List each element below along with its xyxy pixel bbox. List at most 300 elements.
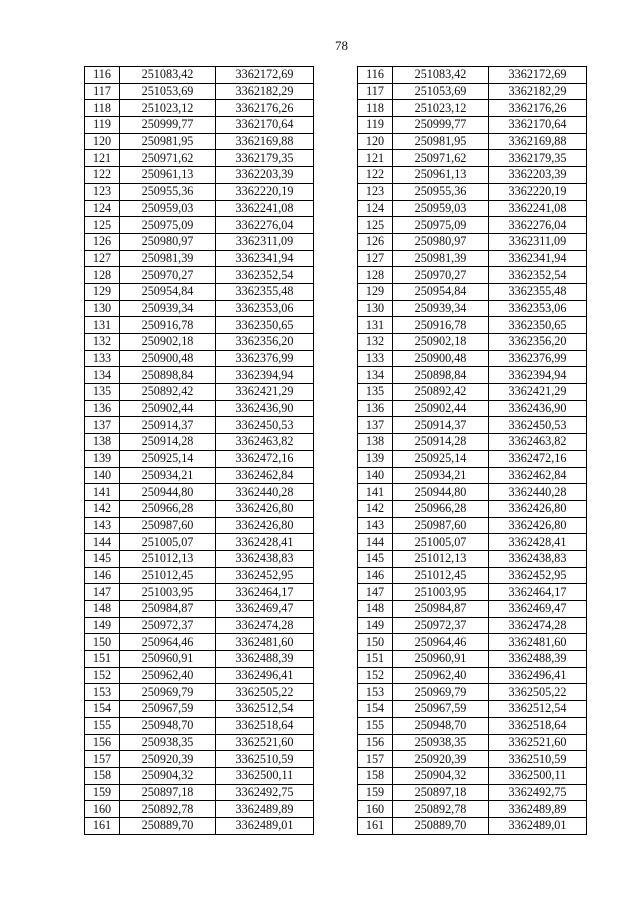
x-coordinate-cell: 251083,42 — [393, 67, 489, 84]
y-coordinate-cell: 3362450,53 — [489, 417, 587, 434]
point-number-cell: 122 — [85, 167, 120, 184]
x-coordinate-cell: 250889,70 — [393, 817, 489, 834]
table-row — [358, 334, 587, 351]
table-row — [358, 233, 587, 250]
x-coordinate-cell: 251012,45 — [393, 567, 489, 584]
y-coordinate-cell: 3362452,95 — [216, 567, 314, 584]
table-row — [85, 300, 314, 317]
point-number-cell: 126 — [85, 233, 120, 250]
y-coordinate-cell: 3362241,08 — [489, 200, 587, 217]
point-number-cell: 149 — [358, 617, 393, 634]
x-coordinate-cell: 250897,18 — [393, 784, 489, 801]
x-coordinate-cell: 250948,70 — [393, 717, 489, 734]
x-coordinate-cell: 251012,13 — [120, 550, 216, 567]
table-row — [358, 150, 587, 167]
x-coordinate-cell: 250954,84 — [393, 283, 489, 300]
table-row — [358, 250, 587, 267]
y-coordinate-cell: 3362170,64 — [489, 117, 587, 134]
y-coordinate-cell: 3362428,41 — [216, 534, 314, 551]
y-coordinate-cell: 3362464,17 — [216, 584, 314, 601]
x-coordinate-cell: 250967,59 — [120, 701, 216, 718]
x-coordinate-cell: 250892,78 — [393, 801, 489, 818]
table-row — [358, 651, 587, 668]
point-number-cell: 137 — [85, 417, 120, 434]
point-number-cell: 116 — [358, 67, 393, 84]
point-number-cell: 125 — [85, 217, 120, 234]
x-coordinate-cell: 250938,35 — [120, 734, 216, 751]
y-coordinate-cell: 3362352,54 — [216, 267, 314, 284]
y-coordinate-cell: 3362203,39 — [489, 167, 587, 184]
table-row — [358, 784, 587, 801]
table-row — [358, 317, 587, 334]
y-coordinate-cell: 3362463,82 — [216, 434, 314, 451]
y-coordinate-cell: 3362505,22 — [489, 684, 587, 701]
y-coordinate-cell: 3362353,06 — [216, 300, 314, 317]
point-number-cell: 125 — [358, 217, 393, 234]
y-coordinate-cell: 3362462,84 — [216, 467, 314, 484]
table-row — [358, 484, 587, 501]
table-row — [85, 100, 314, 117]
point-number-cell: 142 — [85, 500, 120, 517]
table-row — [85, 83, 314, 100]
y-coordinate-cell: 3362472,16 — [216, 450, 314, 467]
x-coordinate-cell: 250971,62 — [393, 150, 489, 167]
point-number-cell: 139 — [85, 450, 120, 467]
x-coordinate-cell: 251012,45 — [120, 567, 216, 584]
x-coordinate-cell: 251005,07 — [393, 534, 489, 551]
table-row — [358, 450, 587, 467]
y-coordinate-cell: 3362311,09 — [216, 233, 314, 250]
point-number-cell: 135 — [85, 384, 120, 401]
table-row — [358, 684, 587, 701]
point-number-cell: 139 — [358, 450, 393, 467]
x-coordinate-cell: 250902,18 — [393, 334, 489, 351]
x-coordinate-cell: 250967,59 — [393, 701, 489, 718]
table-row — [358, 717, 587, 734]
x-coordinate-cell: 250955,36 — [393, 183, 489, 200]
y-coordinate-cell: 3362481,60 — [216, 634, 314, 651]
y-coordinate-cell: 3362394,94 — [489, 367, 587, 384]
table-row — [358, 801, 587, 818]
x-coordinate-cell: 250939,34 — [120, 300, 216, 317]
y-coordinate-cell: 3362521,60 — [489, 734, 587, 751]
point-number-cell: 156 — [358, 734, 393, 751]
point-number-cell: 153 — [85, 684, 120, 701]
table-row — [85, 334, 314, 351]
y-coordinate-cell: 3362521,60 — [216, 734, 314, 751]
x-coordinate-cell: 250892,42 — [393, 384, 489, 401]
x-coordinate-cell: 250966,28 — [393, 500, 489, 517]
table-row — [85, 500, 314, 517]
point-number-cell: 129 — [358, 283, 393, 300]
y-coordinate-cell: 3362426,80 — [216, 517, 314, 534]
point-number-cell: 117 — [85, 83, 120, 100]
x-coordinate-cell: 250960,91 — [120, 651, 216, 668]
x-coordinate-cell: 250981,95 — [120, 133, 216, 150]
x-coordinate-cell: 250900,48 — [393, 350, 489, 367]
x-coordinate-cell: 250975,09 — [393, 217, 489, 234]
x-coordinate-cell: 250960,91 — [393, 651, 489, 668]
table-row — [85, 167, 314, 184]
table-row — [358, 550, 587, 567]
point-number-cell: 144 — [358, 534, 393, 551]
x-coordinate-cell: 250902,18 — [120, 334, 216, 351]
x-coordinate-cell: 250969,79 — [393, 684, 489, 701]
x-coordinate-cell: 250984,87 — [120, 601, 216, 618]
point-number-cell: 152 — [85, 667, 120, 684]
point-number-cell: 152 — [358, 667, 393, 684]
y-coordinate-cell: 3362474,28 — [216, 617, 314, 634]
point-number-cell: 117 — [358, 83, 393, 100]
y-coordinate-cell: 3362426,80 — [489, 500, 587, 517]
x-coordinate-cell: 250966,28 — [120, 500, 216, 517]
x-coordinate-cell: 250944,80 — [120, 484, 216, 501]
x-coordinate-cell: 250964,46 — [120, 634, 216, 651]
y-coordinate-cell: 3362220,19 — [489, 183, 587, 200]
table-row — [85, 133, 314, 150]
x-coordinate-cell: 250948,70 — [120, 717, 216, 734]
x-coordinate-cell: 251083,42 — [120, 67, 216, 84]
y-coordinate-cell: 3362472,16 — [489, 450, 587, 467]
table-row — [85, 517, 314, 534]
point-number-cell: 145 — [85, 550, 120, 567]
point-number-cell: 132 — [358, 334, 393, 351]
x-coordinate-cell: 250999,77 — [120, 117, 216, 134]
y-coordinate-cell: 3362440,28 — [216, 484, 314, 501]
y-coordinate-cell: 3362488,39 — [216, 651, 314, 668]
y-coordinate-cell: 3362489,89 — [216, 801, 314, 818]
table-row — [85, 701, 314, 718]
table-row — [85, 217, 314, 234]
point-number-cell: 121 — [85, 150, 120, 167]
x-coordinate-cell: 250916,78 — [393, 317, 489, 334]
point-number-cell: 130 — [85, 300, 120, 317]
table-row — [358, 734, 587, 751]
x-coordinate-cell: 250914,28 — [393, 434, 489, 451]
point-number-cell: 126 — [358, 233, 393, 250]
table-row — [85, 233, 314, 250]
x-coordinate-cell: 250981,95 — [393, 133, 489, 150]
x-coordinate-cell: 250962,40 — [120, 667, 216, 684]
table-row — [85, 417, 314, 434]
point-number-cell: 141 — [85, 484, 120, 501]
table-row — [358, 133, 587, 150]
x-coordinate-cell: 250959,03 — [120, 200, 216, 217]
y-coordinate-cell: 3362276,04 — [489, 217, 587, 234]
point-number-cell: 159 — [358, 784, 393, 801]
point-number-cell: 131 — [85, 317, 120, 334]
point-number-cell: 118 — [85, 100, 120, 117]
table-row — [85, 400, 314, 417]
point-number-cell: 128 — [358, 267, 393, 284]
table-row — [358, 500, 587, 517]
x-coordinate-cell: 251003,95 — [120, 584, 216, 601]
x-coordinate-cell: 250962,40 — [393, 667, 489, 684]
x-coordinate-cell: 250981,39 — [120, 250, 216, 267]
x-coordinate-cell: 250987,60 — [120, 517, 216, 534]
y-coordinate-cell: 3362355,48 — [489, 283, 587, 300]
y-coordinate-cell: 3362376,99 — [216, 350, 314, 367]
table-row — [85, 734, 314, 751]
point-number-cell: 136 — [85, 400, 120, 417]
table-row — [85, 584, 314, 601]
table-row — [358, 267, 587, 284]
point-number-cell: 159 — [85, 784, 120, 801]
table-row — [85, 634, 314, 651]
point-number-cell: 151 — [358, 651, 393, 668]
y-coordinate-cell: 3362492,75 — [216, 784, 314, 801]
table-row — [358, 467, 587, 484]
point-number-cell: 143 — [358, 517, 393, 534]
y-coordinate-cell: 3362518,64 — [216, 717, 314, 734]
y-coordinate-cell: 3362421,29 — [489, 384, 587, 401]
table-row — [358, 167, 587, 184]
point-number-cell: 148 — [358, 601, 393, 618]
table-row — [358, 817, 587, 834]
table-row — [85, 283, 314, 300]
y-coordinate-cell: 3362426,80 — [489, 517, 587, 534]
y-coordinate-cell: 3362176,26 — [489, 100, 587, 117]
x-coordinate-cell: 250920,39 — [393, 751, 489, 768]
y-coordinate-cell: 3362179,35 — [489, 150, 587, 167]
x-coordinate-cell: 250925,14 — [393, 450, 489, 467]
y-coordinate-cell: 3362438,83 — [489, 550, 587, 567]
table-row — [85, 384, 314, 401]
x-coordinate-cell: 250898,84 — [120, 367, 216, 384]
table-row — [85, 767, 314, 784]
x-coordinate-cell: 250904,32 — [120, 767, 216, 784]
table-row — [358, 67, 587, 84]
x-coordinate-cell: 250970,27 — [120, 267, 216, 284]
x-coordinate-cell: 250961,13 — [393, 167, 489, 184]
x-coordinate-cell: 250902,44 — [393, 400, 489, 417]
table-row — [85, 267, 314, 284]
point-number-cell: 134 — [85, 367, 120, 384]
y-coordinate-cell: 3362426,80 — [216, 500, 314, 517]
y-coordinate-cell: 3362203,39 — [216, 167, 314, 184]
table-row — [85, 317, 314, 334]
point-number-cell: 158 — [358, 767, 393, 784]
x-coordinate-cell: 251012,13 — [393, 550, 489, 567]
y-coordinate-cell: 3362182,29 — [489, 83, 587, 100]
table-row — [358, 300, 587, 317]
point-number-cell: 119 — [358, 117, 393, 134]
table-row — [358, 534, 587, 551]
table-row — [358, 367, 587, 384]
table-row — [358, 117, 587, 134]
y-coordinate-cell: 3362469,47 — [216, 601, 314, 618]
point-number-cell: 121 — [358, 150, 393, 167]
point-number-cell: 120 — [358, 133, 393, 150]
table-row — [358, 567, 587, 584]
y-coordinate-cell: 3362172,69 — [216, 67, 314, 84]
point-number-cell: 116 — [85, 67, 120, 84]
x-coordinate-cell: 251023,12 — [120, 100, 216, 117]
y-coordinate-cell: 3362505,22 — [216, 684, 314, 701]
y-coordinate-cell: 3362169,88 — [216, 133, 314, 150]
table-row — [85, 200, 314, 217]
y-coordinate-cell: 3362496,41 — [489, 667, 587, 684]
table-row — [358, 100, 587, 117]
x-coordinate-cell: 250984,87 — [393, 601, 489, 618]
x-coordinate-cell: 250939,34 — [393, 300, 489, 317]
x-coordinate-cell: 251053,69 — [120, 83, 216, 100]
x-coordinate-cell: 250902,44 — [120, 400, 216, 417]
y-coordinate-cell: 3362356,20 — [216, 334, 314, 351]
table-row — [85, 183, 314, 200]
point-number-cell: 132 — [85, 334, 120, 351]
x-coordinate-cell: 250934,21 — [393, 467, 489, 484]
point-number-cell: 147 — [358, 584, 393, 601]
point-number-cell: 141 — [358, 484, 393, 501]
point-number-cell: 150 — [85, 634, 120, 651]
x-coordinate-cell: 250934,21 — [120, 467, 216, 484]
point-number-cell: 160 — [85, 801, 120, 818]
x-coordinate-cell: 250961,13 — [120, 167, 216, 184]
x-coordinate-cell: 251005,07 — [120, 534, 216, 551]
point-number-cell: 153 — [358, 684, 393, 701]
x-coordinate-cell: 250959,03 — [393, 200, 489, 217]
table-row — [358, 400, 587, 417]
table-row — [358, 200, 587, 217]
y-coordinate-cell: 3362489,01 — [489, 817, 587, 834]
table-row — [85, 801, 314, 818]
x-coordinate-cell: 250938,35 — [393, 734, 489, 751]
x-coordinate-cell: 250975,09 — [120, 217, 216, 234]
point-number-cell: 154 — [358, 701, 393, 718]
point-number-cell: 158 — [85, 767, 120, 784]
point-number-cell: 157 — [358, 751, 393, 768]
y-coordinate-cell: 3362488,39 — [489, 651, 587, 668]
x-coordinate-cell: 250914,37 — [393, 417, 489, 434]
table-row — [358, 584, 587, 601]
y-coordinate-cell: 3362500,11 — [489, 767, 587, 784]
table-row — [358, 667, 587, 684]
x-coordinate-cell: 250981,39 — [393, 250, 489, 267]
x-coordinate-cell: 250897,18 — [120, 784, 216, 801]
point-number-cell: 124 — [85, 200, 120, 217]
y-coordinate-cell: 3362452,95 — [489, 567, 587, 584]
x-coordinate-cell: 250964,46 — [393, 634, 489, 651]
x-coordinate-cell: 250972,37 — [120, 617, 216, 634]
x-coordinate-cell: 251053,69 — [393, 83, 489, 100]
y-coordinate-cell: 3362179,35 — [216, 150, 314, 167]
x-coordinate-cell: 250892,42 — [120, 384, 216, 401]
x-coordinate-cell: 250969,79 — [120, 684, 216, 701]
table-row — [85, 150, 314, 167]
point-number-cell: 120 — [85, 133, 120, 150]
table-row — [358, 701, 587, 718]
table-row — [85, 667, 314, 684]
table-row — [358, 601, 587, 618]
x-coordinate-cell: 250900,48 — [120, 350, 216, 367]
table-row — [85, 434, 314, 451]
point-number-cell: 127 — [85, 250, 120, 267]
point-number-cell: 151 — [85, 651, 120, 668]
x-coordinate-cell: 251003,95 — [393, 584, 489, 601]
point-number-cell: 129 — [85, 283, 120, 300]
y-coordinate-cell: 3362464,17 — [489, 584, 587, 601]
point-number-cell: 128 — [85, 267, 120, 284]
x-coordinate-cell: 250898,84 — [393, 367, 489, 384]
x-coordinate-cell: 250971,62 — [120, 150, 216, 167]
y-coordinate-cell: 3362474,28 — [489, 617, 587, 634]
table-row — [85, 784, 314, 801]
point-number-cell: 142 — [358, 500, 393, 517]
point-number-cell: 143 — [85, 517, 120, 534]
y-coordinate-cell: 3362496,41 — [216, 667, 314, 684]
x-coordinate-cell: 250904,32 — [393, 767, 489, 784]
point-number-cell: 157 — [85, 751, 120, 768]
point-number-cell: 133 — [85, 350, 120, 367]
table-row — [358, 283, 587, 300]
y-coordinate-cell: 3362355,48 — [216, 283, 314, 300]
table-row — [85, 550, 314, 567]
page-number: 78 — [335, 38, 348, 53]
table-row — [358, 517, 587, 534]
table-row — [85, 651, 314, 668]
x-coordinate-cell: 250980,97 — [393, 233, 489, 250]
point-number-cell: 118 — [358, 100, 393, 117]
y-coordinate-cell: 3362353,06 — [489, 300, 587, 317]
y-coordinate-cell: 3362436,90 — [489, 400, 587, 417]
point-number-cell: 148 — [85, 601, 120, 618]
y-coordinate-cell: 3362394,94 — [216, 367, 314, 384]
point-number-cell: 124 — [358, 200, 393, 217]
table-row — [85, 350, 314, 367]
point-number-cell: 145 — [358, 550, 393, 567]
table-row — [85, 367, 314, 384]
point-number-cell: 155 — [358, 717, 393, 734]
point-number-cell: 161 — [358, 817, 393, 834]
table-row — [358, 350, 587, 367]
table-row — [85, 450, 314, 467]
table-row — [85, 467, 314, 484]
x-coordinate-cell: 250972,37 — [393, 617, 489, 634]
table-row — [358, 634, 587, 651]
point-number-cell: 123 — [358, 183, 393, 200]
y-coordinate-cell: 3362469,47 — [489, 601, 587, 618]
y-coordinate-cell: 3362492,75 — [489, 784, 587, 801]
point-number-cell: 161 — [85, 817, 120, 834]
y-coordinate-cell: 3362172,69 — [489, 67, 587, 84]
y-coordinate-cell: 3362341,94 — [489, 250, 587, 267]
point-number-cell: 133 — [358, 350, 393, 367]
point-number-cell: 136 — [358, 400, 393, 417]
x-coordinate-cell: 250916,78 — [120, 317, 216, 334]
y-coordinate-cell: 3362428,41 — [489, 534, 587, 551]
y-coordinate-cell: 3362170,64 — [216, 117, 314, 134]
point-number-cell: 127 — [358, 250, 393, 267]
x-coordinate-cell: 250892,78 — [120, 801, 216, 818]
table-row — [358, 83, 587, 100]
y-coordinate-cell: 3362510,59 — [216, 751, 314, 768]
y-coordinate-cell: 3362512,54 — [216, 701, 314, 718]
y-coordinate-cell: 3362440,28 — [489, 484, 587, 501]
point-number-cell: 144 — [85, 534, 120, 551]
table-row — [358, 183, 587, 200]
coordinates-table-left — [84, 66, 314, 835]
point-number-cell: 155 — [85, 717, 120, 734]
y-coordinate-cell: 3362356,20 — [489, 334, 587, 351]
table-row — [85, 817, 314, 834]
point-number-cell: 140 — [85, 467, 120, 484]
x-coordinate-cell: 250914,37 — [120, 417, 216, 434]
point-number-cell: 131 — [358, 317, 393, 334]
y-coordinate-cell: 3362462,84 — [489, 467, 587, 484]
point-number-cell: 154 — [85, 701, 120, 718]
table-row — [358, 767, 587, 784]
